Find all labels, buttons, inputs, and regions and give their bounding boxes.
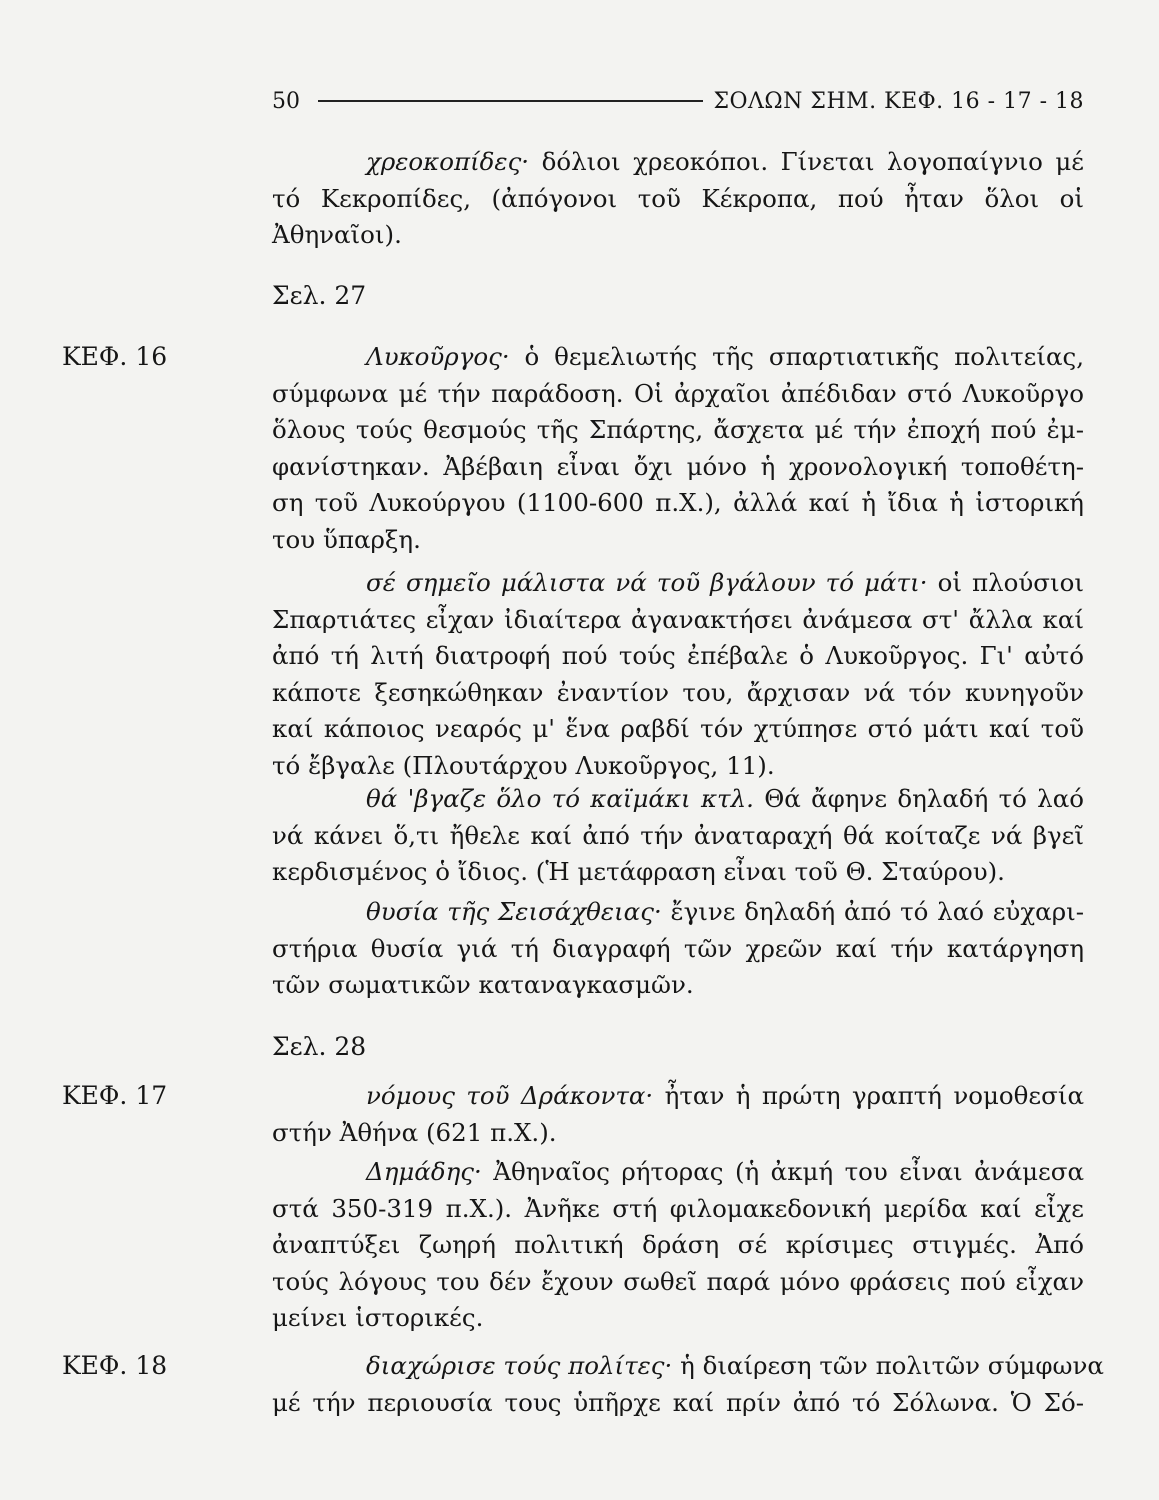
entry-drakon: νόμους τοῦ Δράκοντα· ἦταν ἡ πρώτη γραπτή νομοθεσία στήν Ἀθήνα (621 π.Χ.).	[272, 1081, 1085, 1147]
entry-diachorise: διαχώρισε τούς πολίτες· ἡ διαίρεση τῶν πολιτῶν σύμφωνα μέ τήν περιουσία τους ὑπῆρχε καί πρίν ἀπό τό Σόλωνα. Ὁ Σό-	[272, 1351, 1104, 1417]
margin-label-kef16: ΚΕΦ. 16	[62, 342, 168, 371]
running-header	[272, 86, 1084, 116]
entry-mati: σέ σημεῖο μάλιστα νά τοῦ βγάλουν τό μάτι· οἱ πλούσιοι Σπαρτιάτες εἶχαν ἰδιαίτερα ἀγανακτήσει ἀνάμεσα στ' ἄλλα καί ἀπό τή λιτή διατροφή πού τούς ἐπέβαλε ὁ Λυκοῦργος. Γι' αὐτό κάποτε ξεσηκώθηκαν ἐναντίον του, ἄρχισαν νά τόν κυνηγοῦν καί κάποιος νεαρός μ' ἕνα ραβδί τόν χτύπησε στό μάτι καί τοῦ τό ἔβγαλε (Πλουτάρχου Λυκοῦργος, 11).	[272, 568, 1084, 780]
margin-label-kef18: ΚΕΦ. 18	[62, 1351, 168, 1380]
header-rule	[318, 100, 703, 102]
entry-lykourgos: Λυκοῦργος· ὁ θεμελιωτής τῆς σπαρτιατικῆς πολιτείας, σύμφωνα μέ τήν παράδοση. Οἱ ἀρχαῖοι ἀπέδιδαν στό Λυκοῦργο ὅλους τούς θεσμούς τῆς Σπάρτης, ἄσχετα μέ τήν ἐποχή πού ἐμ- φανίστηκαν. Ἀβέβαιη εἶναι ὄχι μόνο ἡ χρονολογική τοποθέτη- ση τοῦ Λυκούργου (1100-600 π.Χ.), ἀλλά καί ἡ ἴδια ἡ ἱστορική του ὕπαρξη.	[272, 342, 1084, 554]
entry-term: διαχώρισε τούς πολίτες·	[366, 1351, 673, 1380]
entry-term: θά 'βγαζε ὅλο τό καϊμάκι κτλ.	[366, 784, 754, 813]
page-ref-27: Σελ. 27	[272, 281, 367, 310]
entry-kaimaki: θά 'βγαζε ὅλο τό καϊμάκι κτλ. Θά ἄφηνε δηλαδή τό λαό νά κάνει ὅ,τι ἤθελε καί ἀπό τήν ἀναταραχή θά κοίταζε νά βγεῖ κερδισμένος ὁ ἴδιος. (Ἡ μετάφραση εἶναι τοῦ Θ. Σταύρου).	[272, 784, 1084, 886]
entry-term: Δημάδης·	[366, 1157, 482, 1186]
entry-term: χρεοκοπίδες·	[366, 147, 530, 176]
entry-demades: Δημάδης· Ἀθηναῖος ρήτορας (ἡ ἀκμή του εἶναι ἀνάμεσα στά 350-319 π.Χ.). Ἀνῆκε στή φιλομακεδονική μερίδα καί εἶχε ἀναπτύξει ζωηρή πολιτική δράση σέ κρίσιμες στιγμές. Ἀπό τούς λόγους του δέν ἔχουν σωθεῖ παρά μόνο φράσεις πού εἶχαν μείνει ἱστορικές.	[272, 1157, 1084, 1332]
entry-chreokopides: χρεοκοπίδες· δόλιοι χρεοκόποι. Γίνεται λογοπαίγνιο μέ τό Κεκροπίδες, (ἀπόγονοι τοῦ Κέκροπα, πού ἦταν ὅλοι οἱ Ἀθηναῖοι).	[272, 147, 1084, 249]
entry-term: νόμους τοῦ Δράκοντα·	[366, 1081, 654, 1110]
entry-term: σέ σημεῖο μάλιστα νά τοῦ βγάλουν τό μάτι·	[366, 568, 928, 597]
entry-term: θυσία τῆς Σεισάχθειας·	[366, 897, 662, 926]
margin-label-kef17: ΚΕΦ. 17	[62, 1081, 168, 1110]
entry-term: Λυκοῦργος·	[366, 342, 510, 371]
page-ref-28: Σελ. 28	[272, 1032, 367, 1061]
page-number: 50	[272, 88, 300, 114]
entry-seisachtheia: θυσία τῆς Σεισάχθειας· ἔγινε δηλαδή ἀπό τό λαό εὐχαρι- στήρια θυσία γιά τή διαγραφή τῶν χρεῶν καί τήν κατάργηση τῶν σωματικῶν καταναγκασμῶν.	[272, 897, 1085, 999]
running-title: ΣΟΛΩΝ ΣΗΜ. ΚΕΦ. 16 - 17 - 18	[713, 88, 1084, 114]
